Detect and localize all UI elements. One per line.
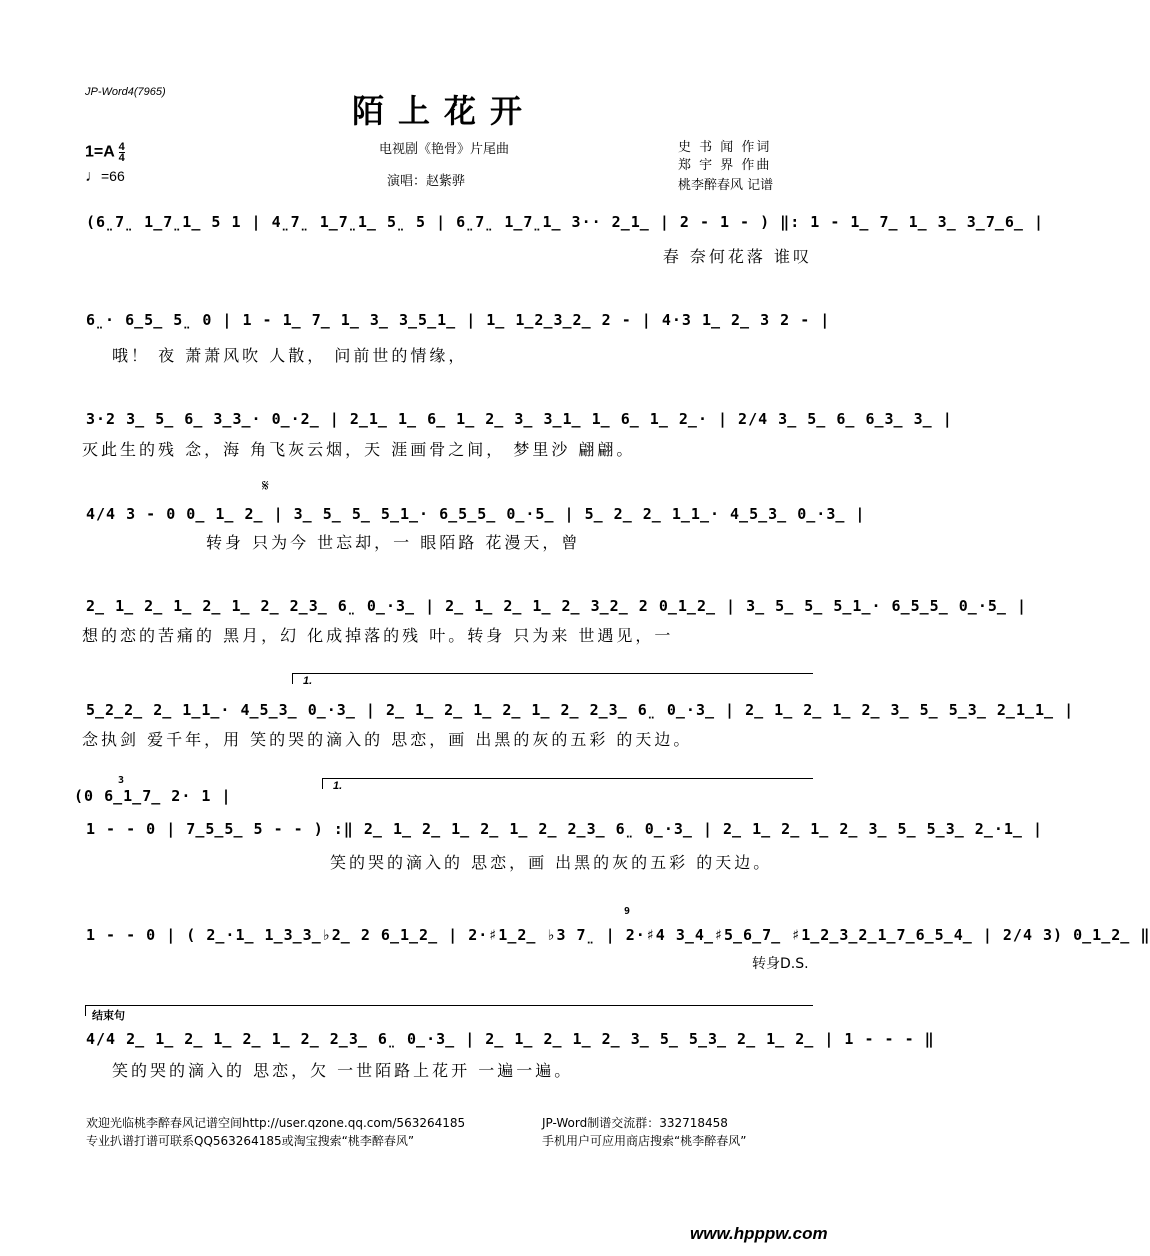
notation: 1 - - 0 | ( 2̲·1̲ 1̲3̲3̲♭2̲ 2 6̲1̲2̲ | 2·♯1̲2̲ ♭3 7̤ | 2·♯4 3̲4̲♯5̲6̲7̲ ♯1̲2̲3̲2̲1̲7̲6̲5̲4̲ | 2/4 3) 0̲1̲2̲ ‖: [86, 926, 1150, 944]
notation: 2̲ 1̲ 2̲ 1̲ 2̲ 1̲ 2̲ 2̲3̲ 6̤ 0̲·3̲ | 2̲ 1̲ 2̲ 1̲ 2̲ 3̲2̲ 2 0̲1̲2̲ | 3̲ 5̲ 5̲ 5̲1̲· 6̲5̲5̲ 0̲·5̲ |: [86, 597, 1027, 615]
time-sig-top: 4: [118, 141, 125, 153]
segno-icon: 𝄋: [262, 476, 269, 495]
notation: 3·2 3̲ 5̲ 6̲ 3̲3̲· 0̲·2̲ | 2̲1̲ 1̲ 6̲ 1̲ 2̲ 3̲ 3̲1̲ 1̲ 6̲ 1̲ 2̲· | 2/4 3̲ 5̲ 6̲ 6̲3̲ 3̲ |: [86, 410, 953, 428]
watermark: www.hpppw.com: [690, 1224, 828, 1243]
ds-marking: 转身D.S.: [752, 956, 809, 972]
lyrics-line-4: 转身 只为今 世忘却，一 眼陌路 花漫天，曾: [206, 533, 581, 552]
subtitle: 电视剧《艳骨》片尾曲: [378, 142, 509, 157]
lyrics-line-5: 想的恋的苦痛的 黑月，幻 化成掉落的残 叶。转身 只为来 世遇见，一: [82, 626, 674, 645]
score-line-1: [82, 205, 1045, 245]
notation: 4/4 2̲ 1̲ 2̲ 1̲ 2̲ 1̲ 2̲ 2̲3̲ 6̤ 0̲·3̲ | 2̲ 1̲ 2̲ 1̲ 2̲ 3̲ 5̲ 5̲3̲ 2̲ 1̲ 2̲ | 1 - - - ‖: [86, 1030, 935, 1048]
tempo-value: =66: [101, 168, 125, 184]
ending-label: 结束句: [92, 1010, 125, 1022]
lyricist: 史 书 闻 作词: [678, 140, 772, 155]
upper-notation: (0 6̲1̲7̲ 2· 1 |: [74, 787, 232, 805]
notation: 4/4 3 - 0 0̲ 1̲ 2̲ | 3̲ 5̲ 5̲ 5̲1̲· 6̲5̲5̲ 0̲·5̲ | 5̲ 2̲ 2̲ 1̲1̲· 4̲5̲3̲ 0̲·3̲ |: [86, 505, 866, 523]
footer-left-2: 专业扒谱打谱可联系QQ563264185或淘宝搜索“桃李醉春风”: [86, 1134, 415, 1148]
page-id: JP-Word4(7965): [85, 86, 166, 98]
lyrics-line-3: 灭此生的残 念，海 角飞灰云烟，天 涯画骨之间， 梦里沙 翩翩。: [82, 440, 636, 459]
tuplet-3: 3: [118, 775, 126, 786]
volta-bracket-2: [322, 778, 813, 792]
quarter-note-icon: ♩: [85, 168, 101, 185]
score-line-8: [82, 906, 1150, 958]
volta-label: 1.: [303, 675, 313, 687]
transcriber: 桃李醉春风 记谱: [678, 178, 774, 193]
footer-right-2: 手机用户可应用商店搜索“桃李醉春风”: [542, 1134, 747, 1148]
ending-bracket: [85, 1005, 813, 1022]
lyrics-line-1: 春 奈何花落 谁叹: [662, 247, 812, 266]
volta-bracket-1: [292, 673, 813, 687]
footer-left-1: 欢迎光临桃李醉春风记谱空间http://user.qzone.qq.com/563264185: [86, 1116, 466, 1130]
lyrics-line-7: 笑的哭的滴入的 思恋，画 出黑的灰的五彩 的天边。: [330, 853, 773, 872]
tuplet-9: 9: [624, 906, 632, 917]
lyrics-line-6: 念执剑 爱千年，用 笑的哭的滴入的 思恋，画 出黑的灰的五彩 的天边。: [82, 730, 693, 749]
lyrics-line-2: 哦！ 夜 萧萧风吹 人散， 问前世的情缘，: [112, 346, 468, 365]
volta-label: 1.: [333, 780, 343, 792]
score-line-9: [82, 1022, 935, 1062]
notation: 5̲2̲2̲ 2̲ 1̲1̲· 4̲5̲3̲ 0̲·3̲ | 2̲ 1̲ 2̲ 1̲ 2̲ 1̲ 2̲ 2̲3̲ 6̤ 0̲·3̲ | 2̲ 1̲ 2̲ 1̲ 2̲ 3̲ 5̲ 5̲3̲ 2̲1̲1̲ |: [86, 701, 1075, 719]
score-line-2: [82, 303, 831, 343]
notation: 6̤· 6̲5̲ 5̤ 0 | 1 - 1̲ 7̲ 1̲ 3̲ 3̲5̲1̲ | 1̲ 1̲2̲3̲2̲ 2 - | 4·3 1̲ 2̲ 3 2 - |: [86, 311, 831, 329]
notation: (6̤7̤ 1̲7̤1̲ 5 1 | 4̤7̤ 1̲7̤1̲ 5̤ 5 | 6̤7̤ 1̲7̤1̲ 3·· 2̲1̲ | 2 - 1 - ) ‖: 1 - 1̲ 7̲ 1̲ 3̲ 3̲7̲6̲ |: [86, 213, 1045, 231]
singer: 演唱：赵紫骅: [386, 174, 465, 189]
footer-right-1: JP-Word制谱交流群：332718458: [542, 1116, 728, 1130]
key-label: 1=A: [85, 143, 115, 161]
time-sig-bottom: 4: [118, 152, 125, 164]
composer: 郑 宇 界 作曲: [678, 158, 772, 173]
lyrics-line-9: 笑的哭的滴入的 思恋，欠 一世陌路上花开 一遍一遍。: [112, 1061, 574, 1080]
song-title: 陌上花开: [351, 92, 536, 130]
score-line-7: [82, 812, 1044, 852]
notation: 1 - - 0 | 7̲5̲5̲ 5 - - ) :‖ 2̲ 1̲ 2̲ 1̲ 2̲ 1̲ 2̲ 2̲3̲ 6̤ 0̲·3̲ | 2̲ 1̲ 2̲ 1̲ 2̲ 3̲ 5̲ 5̲3̲ 2̲·1̲ |: [86, 820, 1044, 838]
score-line-3: [82, 402, 953, 442]
